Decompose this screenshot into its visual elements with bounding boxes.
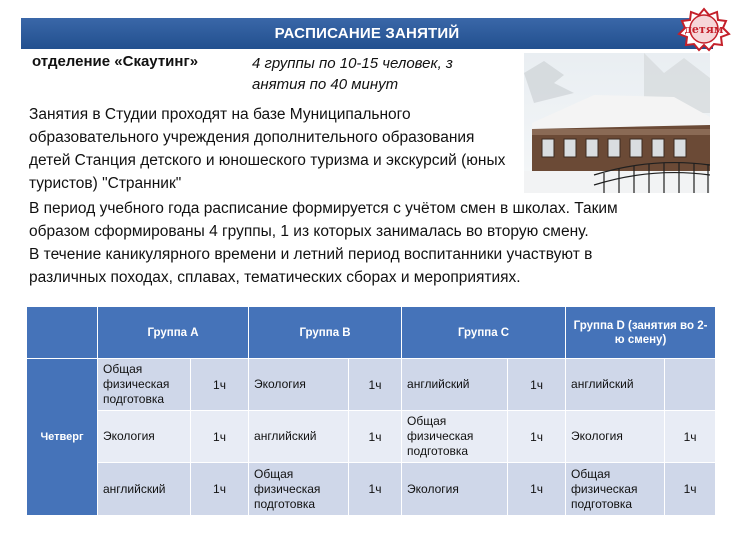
day-cell: Четверг	[27, 359, 98, 516]
hours-cell: 1ч	[191, 411, 249, 463]
hours-cell: 1ч	[349, 411, 402, 463]
department-note: 4 группы по 10-15 человек, з анятия по 40 минут	[252, 55, 453, 93]
hours-cell: 1ч	[191, 463, 249, 516]
group-c-header: Группа С	[402, 307, 566, 359]
subject-cell: Экология	[566, 411, 665, 463]
schedule-table	[26, 306, 716, 516]
schedule-line: различных походах, сплавах, тематических сборах и мероприятиях.	[29, 269, 521, 286]
subject-cell: английский	[566, 359, 665, 411]
table-header-row	[27, 307, 716, 359]
subject-cell: английский	[402, 359, 508, 411]
subject-cell: Экология	[249, 359, 349, 411]
subject-cell: Общая физическая подготовка	[566, 463, 665, 516]
table-row	[27, 411, 716, 463]
page-title: РАСПИСАНИЕ ЗАНЯТИЙ	[21, 18, 713, 49]
subject-cell: английский	[249, 411, 349, 463]
group-b-header: Группа В	[249, 307, 402, 359]
subject-cell: Экология	[402, 463, 508, 516]
schedule-line: В период учебного года расписание формируется с учётом смен в школах. Таким	[29, 200, 618, 217]
department-label: отделение «Скаутинг»	[32, 53, 199, 70]
subject-cell: английский	[98, 463, 191, 516]
subject-cell: Общая физическая подготовка	[249, 463, 349, 516]
brand-logo	[674, 6, 734, 52]
group-a-header: Группа А	[98, 307, 249, 359]
table-corner-cell	[27, 307, 98, 359]
intro-paragraph: Занятия в Студии проходят на базе Муниципального образовательного учреждения дополнительного образования детей Станция детского и юношеского туризма и экскурсий (юных туристов) "Странник"	[29, 106, 506, 192]
subject-cell: Общая физическая подготовка	[402, 411, 508, 463]
group-d-header: Группа D (занятия во 2-ю смену)	[566, 307, 716, 359]
hours-cell	[665, 359, 716, 411]
hours-cell: 1ч	[665, 411, 716, 463]
table-row	[27, 463, 716, 516]
hours-cell: 1ч	[508, 463, 566, 516]
hours-cell: 1ч	[508, 359, 566, 411]
hours-cell: 1ч	[349, 463, 402, 516]
schedule-line: образом сформированы 4 группы, 1 из которых занималась во вторую смену.	[29, 223, 589, 240]
subject-cell: Общая физическая подготовка	[98, 359, 191, 411]
schedule-description	[29, 197, 719, 289]
hours-cell: 1ч	[349, 359, 402, 411]
svg-text:детям: детям	[684, 23, 724, 36]
hours-cell: 1ч	[508, 411, 566, 463]
subject-cell: Экология	[98, 411, 191, 463]
hours-cell: 1ч	[665, 463, 716, 516]
hours-cell: 1ч	[191, 359, 249, 411]
schedule-line: В течение каникулярного времени и летний период воспитанники участвуют в	[29, 246, 593, 263]
building-photo	[524, 53, 710, 193]
table-row	[27, 359, 716, 411]
